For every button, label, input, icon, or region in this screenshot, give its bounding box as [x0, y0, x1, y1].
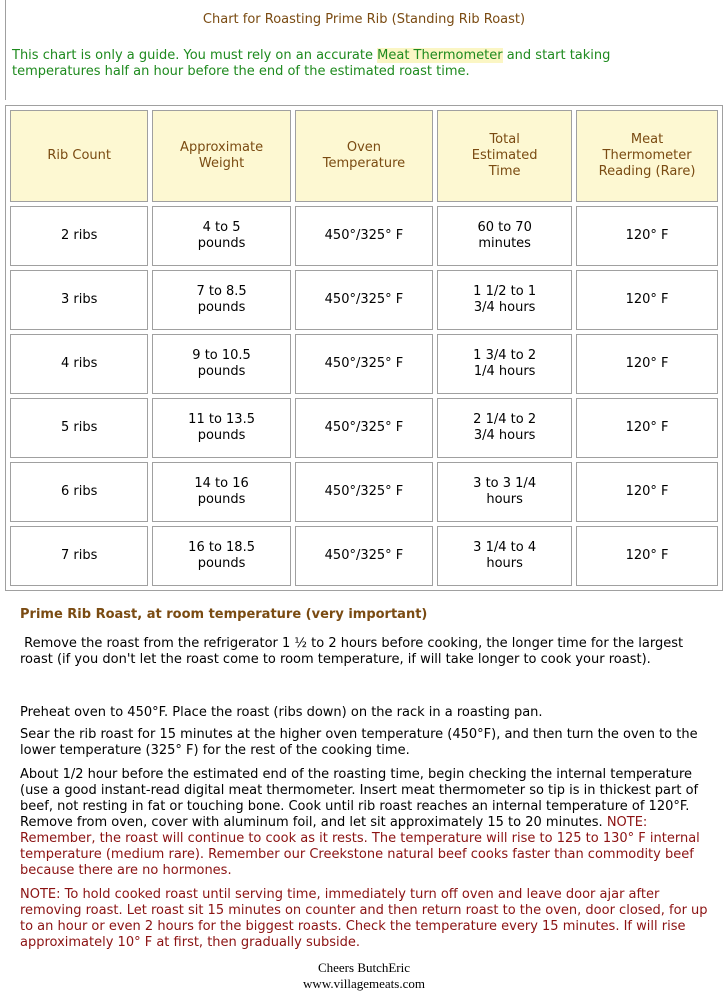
- cell-weight: 7 to 8.5 pounds: [152, 270, 290, 330]
- cell-oven-temp: 450°/325° F: [295, 334, 433, 394]
- cell-rib-count: 7 ribs: [10, 526, 148, 586]
- section-heading: Prime Rib Roast, at room temperature (very important): [20, 607, 428, 622]
- cell-rib-count: 6 ribs: [10, 462, 148, 522]
- paragraph-sear: Sear the rib roast for 15 minutes at the higher oven temperature (450°F), and then turn the oven to the lower temperature (325° F) for the rest of the cooking time.: [20, 727, 698, 758]
- cell-thermometer: 120° F: [576, 526, 718, 586]
- cell-rib-count: 2 ribs: [10, 206, 148, 266]
- header-oven-temp: Oven Temperature: [295, 110, 433, 202]
- cell-thermometer: 120° F: [576, 206, 718, 266]
- table-row: [10, 398, 718, 458]
- cell-weight: 4 to 5 pounds: [152, 206, 290, 266]
- cell-oven-temp: 450°/325° F: [295, 206, 433, 266]
- cell-thermometer: 120° F: [576, 334, 718, 394]
- paragraph-check-temp: About 1/2 hour before the estimated end of the roasting time, begin checking the internal temperature (use a good instant-read digital meat thermometer. Insert meat thermometer so tip is in thickest part of beef, not resting in fat or touching bone. Cook until rib roast reaches an internal temperature of 120°F. Remove from oven, cover with aluminum foil, and let sit approximately 15 to 20 minutes. NOTE: Remember, the roast will continue to cook as it rests. The temperature will rise to 125 to 130° F internal temperature (medium rare). Remember our Creekstone natural beef cooks faster than commodity beef because there are no hormones.: [20, 767, 700, 878]
- cell-thermometer: 120° F: [576, 462, 718, 522]
- guide-text: This chart is only a guide. You must rely on an accurate: [12, 48, 378, 63]
- cell-weight: 9 to 10.5 pounds: [152, 334, 290, 394]
- cell-oven-temp: 450°/325° F: [295, 270, 433, 330]
- table-row: [10, 526, 718, 586]
- cell-oven-temp: 450°/325° F: [295, 398, 433, 458]
- table-row: [10, 334, 718, 394]
- signature: Cheers ButchEric: [317, 960, 411, 975]
- header-rib-count: Rib Count: [10, 110, 148, 202]
- cell-oven-temp: 450°/325° F: [295, 526, 433, 586]
- chart-title: Chart for Roasting Prime Rib (Standing Rib Roast): [202, 12, 526, 27]
- cell-weight: 11 to 13.5 pounds: [152, 398, 290, 458]
- website-link[interactable]: www.villagemeats.com: [303, 976, 425, 991]
- paragraph-preheat: Preheat oven to 450°F. Place the roast (ribs down) on the rack in a roasting pan.: [20, 705, 543, 720]
- guide-text-end: and start taking temperatures half an hour before the end of the estimated roast time.: [12, 48, 611, 79]
- cell-total-time: 2 1/4 to 2 3/4 hours: [437, 398, 572, 458]
- header-weight: Approximate Weight: [152, 110, 290, 202]
- note-hold-roast: NOTE: To hold cooked roast until serving time, immediately turn off oven and leave door ajar after removing roast. Let roast sit 15 minutes on counter and then return roast to the oven, door closed, for up to an hour or even 2 hours for the biggest roasts. Check the temperature every 15 minutes. If will rise approximately 10° F at first, then gradually subside.: [20, 887, 708, 950]
- cell-total-time: 1 3/4 to 2 1/4 hours: [437, 334, 572, 394]
- table-row: [10, 206, 718, 266]
- cell-thermometer: 120° F: [576, 398, 718, 458]
- guide-note: [12, 48, 702, 80]
- cell-total-time: 3 to 3 1/4 hours: [437, 462, 572, 522]
- cell-rib-count: 3 ribs: [10, 270, 148, 330]
- paragraph-room-temp: Remove the roast from the refrigerator 1 ½ to 2 hours before cooking, the longer time for the largest roast (if you don't let the roast come to room temperature, if will take longer to cook your roast).: [20, 636, 684, 667]
- table-row: [10, 462, 718, 522]
- note-continue-cooking: NOTE: Remember, the roast will continue to cook as it rests. The temperature will rise to 125 to 130° F internal temperature (medium rare). Remember our Creekstone natural beef cooks faster than commodity beef because there are no hormones.: [20, 815, 700, 878]
- header-thermometer: Meat Thermometer Reading (Rare): [576, 110, 718, 202]
- cell-total-time: 60 to 70 minutes: [437, 206, 572, 266]
- table-header-row: [10, 110, 718, 202]
- cell-rib-count: 4 ribs: [10, 334, 148, 394]
- cell-oven-temp: 450°/325° F: [295, 462, 433, 522]
- cell-total-time: 1 1/2 to 1 3/4 hours: [437, 270, 572, 330]
- cell-thermometer: 120° F: [576, 270, 718, 330]
- cell-total-time: 3 1/4 to 4 hours: [437, 526, 572, 586]
- cell-weight: 16 to 18.5 pounds: [152, 526, 290, 586]
- meat-thermometer-link[interactable]: Meat Thermometer: [377, 48, 503, 63]
- roasting-table: [5, 105, 723, 591]
- header-total-time: Total Estimated Time: [437, 110, 572, 202]
- cell-weight: 14 to 16 pounds: [152, 462, 290, 522]
- cell-rib-count: 5 ribs: [10, 398, 148, 458]
- table-row: [10, 270, 718, 330]
